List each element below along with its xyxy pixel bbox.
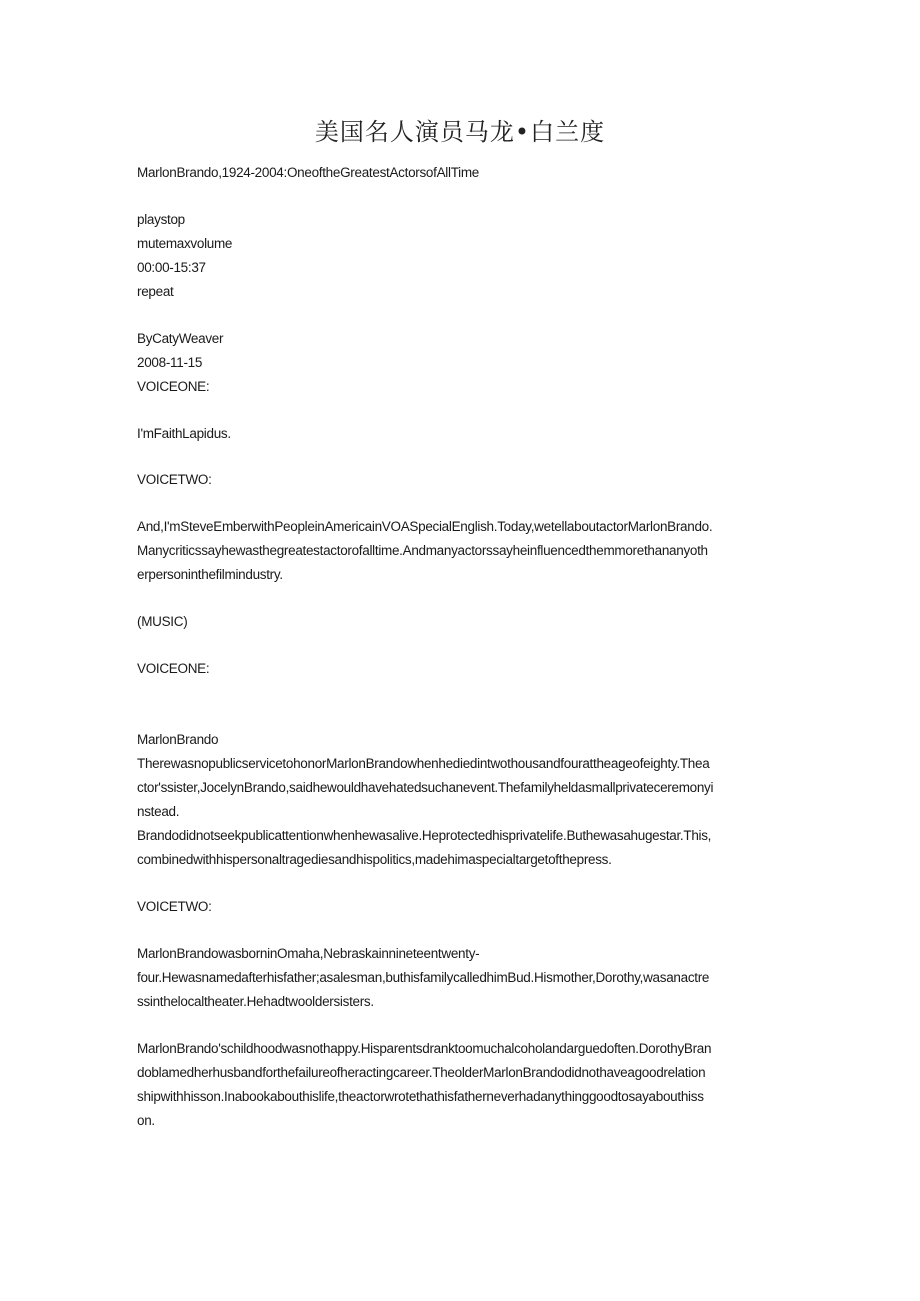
paragraph-line: four.Hewasnamedafterhisfather;asalesman,buthisfamilycalledhimBud.Hismother,Dorothy,wasanactre (137, 970, 710, 985)
speaker-label: VOICEONE: (137, 379, 210, 394)
player-controls-play-stop: playstop (137, 212, 185, 227)
paragraph-line: ssinthelocaltheater.Hehadtwooldersisters. (137, 994, 374, 1009)
paragraph-line: MarlonBrando'schildhoodwasnothappy.Hisparentsdranktoomuchalcoholandarguedoften.DorothyBran (137, 1041, 712, 1056)
paragraph-line: combinedwithhispersonaltragediesandhispolitics,madehimaspecialtargetofthepress. (137, 852, 612, 867)
paragraph-line: shipwithhisson.Inabookabouthislife,theactorwrotethathisfatherneverhadanythinggoodtosayabouthiss (137, 1089, 704, 1104)
speaker-label: VOICEONE: (137, 661, 210, 676)
paragraph-line: on. (137, 1113, 155, 1128)
page-title: 美国名人演员马龙•白兰度 (314, 118, 606, 146)
speaker-label: VOICETWO: (137, 899, 212, 914)
player-repeat: repeat (137, 284, 174, 299)
paragraph-line: TherewasnopublicservicetohonorMarlonBrandowhenhediedintwothousandfourattheageofeighty.Thea (137, 756, 710, 771)
paragraph-line: nstead. (137, 804, 180, 819)
paragraph-line: doblamedherhusbandforthefailureofheractingcareer.TheolderMarlonBrandodidnothaveagoodrelation (137, 1065, 706, 1080)
byline: ByCatyWeaver (137, 331, 224, 346)
article-subtitle: MarlonBrando,1924-2004:OneoftheGreatestActorsofAllTime (137, 165, 479, 180)
paragraph-line: MarlonBrandowasborninOmaha,Nebraskainnineteentwenty- (137, 946, 480, 961)
paragraph-line: Manycriticssayhewasthegreatestactorofalltime.Andmanyactorssayheinfluencedthemmorethananyoth (137, 543, 708, 558)
paragraph-line: ctor'ssister,JocelynBrando,saidhewouldhavehatedsuchanevent.Thefamilyheldasmallprivateceremonyi (137, 780, 714, 795)
section-heading: MarlonBrando (137, 732, 219, 747)
paragraph-line: I'mFaithLapidus. (137, 426, 231, 441)
paragraph-line: Brandodidnotseekpublicattentionwhenhewasalive.Heprotectedhisprivatelife.Buthewasahugestar.This, (137, 828, 712, 843)
paragraph-line: And,I'mSteveEmberwithPeopleinAmericainVOASpecialEnglish.Today,wetellaboutactorMarlonBrando. (137, 519, 713, 534)
paragraph-line: erpersoninthefilmindustry. (137, 567, 283, 582)
publish-date: 2008-11-15 (137, 355, 203, 370)
speaker-label: VOICETWO: (137, 472, 212, 487)
player-controls-volume: mutemaxvolume (137, 236, 233, 251)
player-time: 00:00-15:37 (137, 260, 206, 275)
music-cue: (MUSIC) (137, 614, 188, 629)
